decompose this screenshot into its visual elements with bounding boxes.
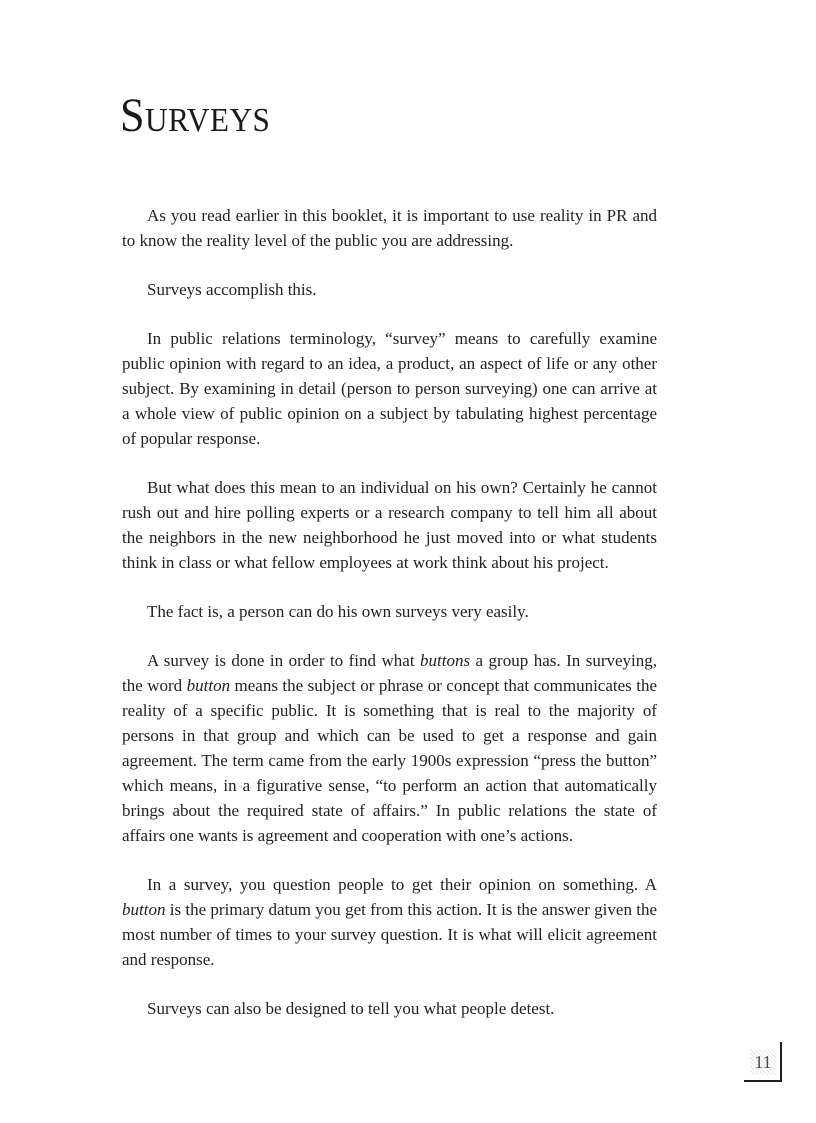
paragraph-8: Surveys can also be designed to tell you what people detest. xyxy=(147,999,555,1018)
paragraph-7-text-a: In a survey, you question people to get their opinion on something. A xyxy=(147,875,657,894)
paragraph-6-term-button: button xyxy=(186,676,231,695)
page-title: Surveys xyxy=(120,89,271,142)
paragraph-6-text-a: A survey is done in order to find what xyxy=(147,651,421,670)
page-number: 11 xyxy=(750,1049,776,1075)
body-text xyxy=(122,203,657,1045)
paragraph-2: Surveys accomplish this. xyxy=(147,280,317,299)
paragraph-6-term-buttons: buttons xyxy=(420,651,471,670)
paragraph-7 xyxy=(122,872,657,972)
paragraph-4: But what does this mean to an individual on his own? Certainly he cannot rush out and hire polling experts or a research company to tell him all about the neighbors in the new neighborhood he just moved into or what students think in class or what fellow employees at work think about his project. xyxy=(122,478,657,572)
paragraph-3: In public relations terminology, “survey” means to carefully examine public opinion with regard to an idea, a product, an aspect of life or any other subject. By examining in detail (person to person surveying) one can arrive at a whole view of public opinion on a subject by tabulating highest percentage of popular response. xyxy=(122,329,657,448)
paragraph-6-text-e: means the subject or phrase or concept that communicates the reality of a specific public. It is something that is real to the majority of persons in that group and which can be used to get a response and gain agreement. The term came from the early 1900s expression “press the button” which means, in a figurative sense, “to perform an action that automatically brings about the required state of affairs.” In public relations the state of affairs one wants is agreement and cooperation with one’s actions. xyxy=(122,676,657,845)
paragraph-6 xyxy=(122,648,657,848)
paragraph-1: As you read earlier in this booklet, it is important to use reality in PR and to know the reality level of the public you are addressing. xyxy=(122,206,657,250)
paragraph-5: The fact is, a person can do his own surveys very easily. xyxy=(147,602,529,621)
page-number-frame xyxy=(744,1042,782,1082)
paragraph-7-term-button: button xyxy=(122,900,166,919)
paragraph-6-text-c: a group has. In surveying, the word xyxy=(122,651,657,695)
paragraph-7-text-c: is the primary datum you get from this action. It is the answer given the most number of times to your survey question. It is what will elicit agreement and response. xyxy=(122,900,657,969)
